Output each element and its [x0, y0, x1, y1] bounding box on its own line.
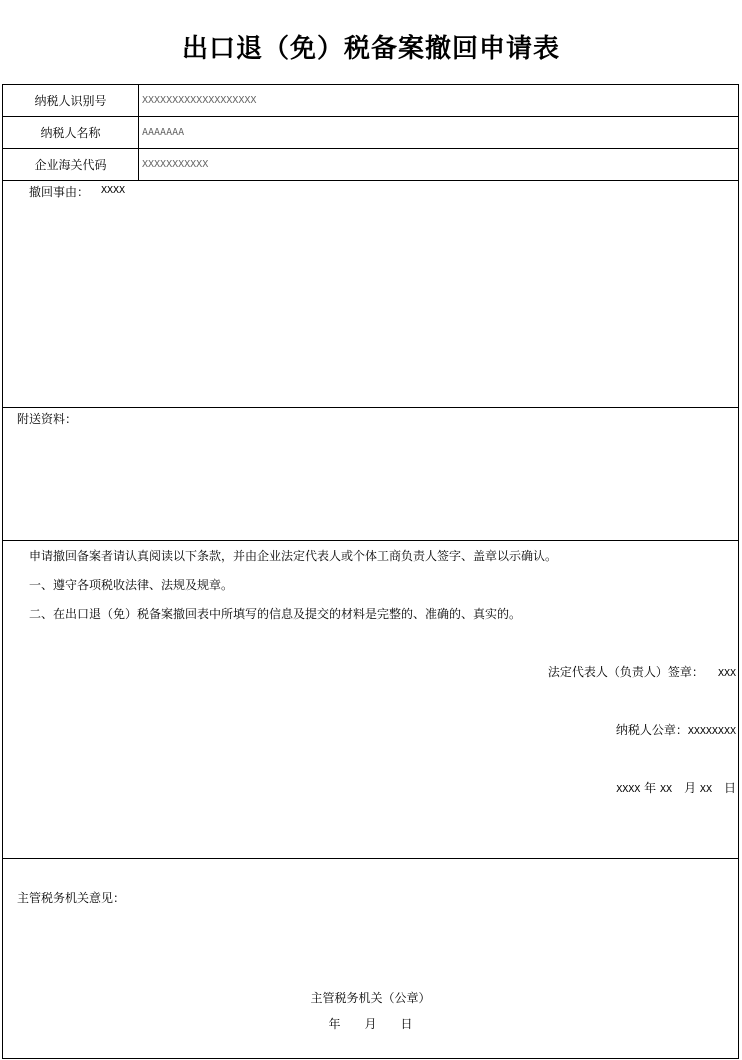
taxpayer-seal-value: XXXXXXXX	[687, 726, 736, 737]
attachments-label: 附送资料：	[17, 412, 78, 426]
customs-code-row	[3, 149, 738, 181]
taxpayer-name-row	[3, 117, 738, 149]
representative-signature-label: 法定代表人（负责人）签章：	[547, 665, 704, 679]
taxpayer-id-value[interactable]: XXXXXXXXXXXXXXXXXXX	[142, 95, 257, 106]
customs-code-label: 企业海关代码	[3, 149, 139, 180]
reason-value: XXXX	[101, 185, 126, 196]
date-year-char: 年	[644, 781, 657, 795]
representative-signature	[548, 663, 736, 680]
attachments-section[interactable]	[3, 408, 738, 541]
declaration-date	[616, 779, 736, 796]
authority-seal-label: 主管税务机关（公章）	[310, 991, 431, 1005]
date-month-value: XX	[660, 784, 673, 795]
declaration-item-1: 一、遵守各项税收法律、法规及规章。	[29, 578, 234, 592]
taxpayer-name-value[interactable]: AAAAAAA	[142, 127, 185, 138]
declaration-section	[3, 541, 738, 859]
customs-code-value[interactable]: XXXXXXXXXXX	[142, 159, 209, 170]
date-day-char: 日	[723, 781, 736, 795]
taxpayer-id-row	[3, 85, 738, 117]
reason-label: 撤回事由：	[29, 185, 90, 199]
authority-date-line: 年 月 日	[328, 1017, 413, 1031]
declaration-item-2: 二、在出口退（免）税备案撤回表中所填写的信息及提交的材料是完整的、准确的、真实的。	[29, 607, 522, 621]
date-year-value: XXXX	[616, 784, 641, 795]
declaration-intro: 申请撤回备案者请认真阅读以下条款，并由企业法定代表人或个体工商负责人签字、盖章以示确认。	[29, 549, 558, 563]
taxpayer-seal	[616, 721, 736, 738]
taxpayer-id-label: 纳税人识别号	[3, 85, 139, 116]
representative-signature-value: XXX	[717, 668, 736, 679]
date-day-value: XX	[699, 784, 712, 795]
taxpayer-seal-label: 纳税人公章：	[615, 723, 688, 737]
reason-section[interactable]	[3, 181, 738, 408]
application-form	[2, 84, 739, 1059]
taxpayer-name-label: 纳税人名称	[3, 117, 139, 148]
authority-opinion-label: 主管税务机关意见：	[17, 891, 126, 905]
authority-section	[3, 859, 738, 1058]
date-month-char: 月	[684, 781, 697, 795]
page-title: 出口退（免）税备案撤回申请表	[181, 34, 560, 64]
